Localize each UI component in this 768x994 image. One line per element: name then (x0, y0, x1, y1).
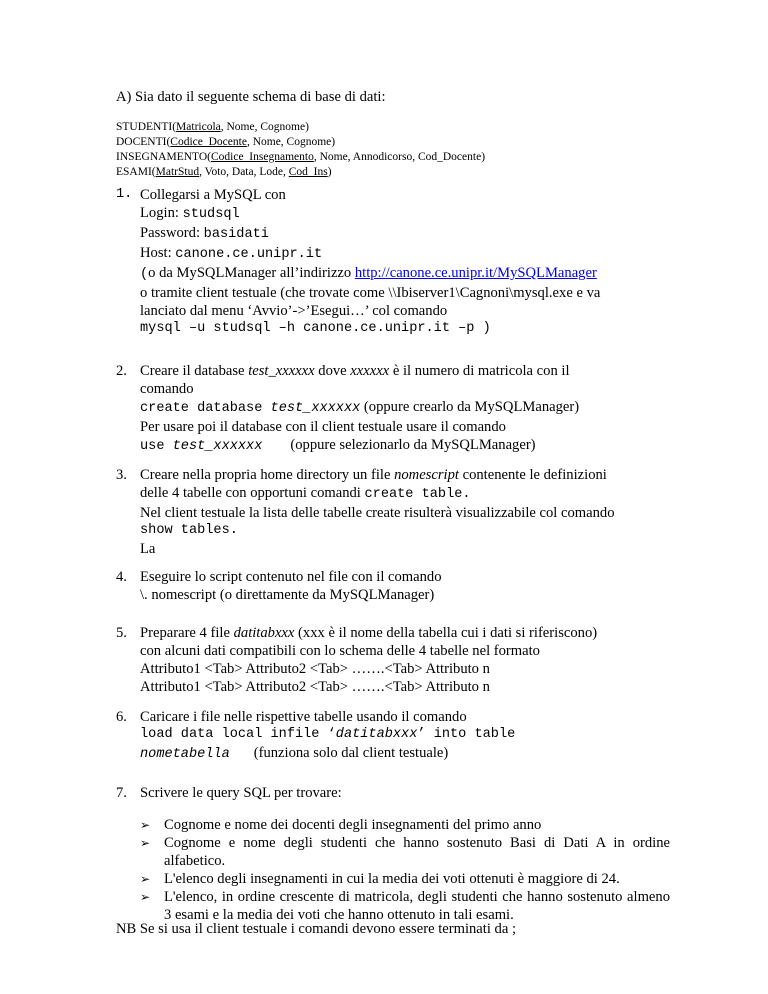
schema-docenti: DOCENTI(Codice_Docente, Nome, Cognome) (116, 136, 336, 148)
step-number: 5. (116, 625, 127, 641)
menu-line: lanciato dal menu ‘Avvio’->’Esegui…’ col comando (140, 303, 448, 319)
step-number: 7. (116, 785, 127, 801)
step-4-line-1: Eseguire lo script contenuto nel file con il comando (140, 569, 442, 585)
manager-line: (o da MySQLManager all’indirizzo http://canone.ce.unipr.it/MySQLManager (140, 265, 597, 282)
step-number: 2. (116, 363, 127, 379)
list-item: ➢ L'elenco degli insegnamenti in cui la media dei voti ottenuti è maggiore di 24. (140, 871, 620, 887)
step-2 (116, 362, 676, 456)
step-2-line-2: comando (140, 381, 194, 397)
query-list (140, 816, 670, 924)
step-3-line-3: Nel client testuale la lista delle tabelle create risulterà visualizzabile col comando (140, 505, 615, 521)
mysql-command: mysql –u studsql –h canone.ce.unipr.it –p ) (140, 321, 491, 336)
step-3-line-5: La (140, 541, 156, 557)
schema-insegnamento: INSEGNAMENTO(Codice_Insegnamento, Nome, Annodicorso, Cod_Docente) (116, 151, 486, 163)
step-4-line-2: \. nomescript (o direttamente da MySQLManager) (140, 587, 435, 603)
password-line: Password: basidati (140, 225, 269, 242)
step-number: 4. (116, 569, 127, 585)
step-5-line-2: con alcuni dati compatibili con lo schema delle 4 tabelle nel formato (140, 643, 540, 659)
step-1 (116, 186, 676, 338)
step-number: 3. (116, 467, 127, 483)
mysqlmanager-link[interactable]: http://canone.ce.unipr.it/MySQLManager (354, 265, 597, 281)
load-data-command: load data local infile ‘datitabxxx’ into table (140, 727, 516, 742)
step-6-line-3: nometabella (funziona solo dal client testuale) (140, 745, 449, 762)
arrow-bullet-icon: ➢ (140, 872, 151, 886)
nb-note: NB Se si usa il client testuale i comandi devono essere terminati da ; (116, 921, 517, 937)
step-7-line-1: Scrivere le query SQL per trovare: (140, 785, 342, 801)
database-schema (116, 120, 485, 180)
step-3 (116, 466, 676, 558)
arrow-bullet-icon: ➢ (140, 836, 151, 850)
step-2-line-4: Per usare poi il database con il client testuale usare il comando (140, 419, 506, 435)
arrow-bullet-icon: ➢ (140, 890, 151, 904)
step-5-line-3: Attributo1 <Tab> Attributo2 <Tab> …….<Tab> Attributo n (140, 661, 490, 677)
arrow-bullet-icon: ➢ (140, 818, 151, 832)
client-line: o tramite client testuale (che trovate come \\Ibiserver1\Cagnoni\mysql.exe e va (140, 285, 601, 301)
step-6-line-1: Caricare i file nelle rispettive tabelle usando il comando (140, 709, 467, 725)
step-5-line-4: Attributo1 <Tab> Attributo2 <Tab> …….<Tab> Attributo n (140, 679, 490, 695)
list-item: ➢ Cognome e nome dei docenti degli insegnamenti del primo anno (140, 817, 542, 833)
step-number: 1. (116, 187, 133, 202)
create-database-command: create database test_xxxxxx (oppure crearlo da MySQLManager) (140, 399, 580, 416)
use-database-command: use test_xxxxxx (oppure selezionarlo da MySQLManager) (140, 437, 536, 454)
step-3-line-1: Creare nella propria home directory un file nomescript contenente le definizioni (140, 467, 607, 483)
step-5 (116, 624, 676, 696)
step-6 (116, 708, 676, 764)
step-4 (116, 568, 676, 604)
schema-esami: ESAMI(MatrStud, Voto, Data, Lode, Cod_Ins) (116, 166, 332, 178)
show-tables-command: show tables. (140, 523, 238, 538)
host-line: Host: canone.ce.unipr.it (140, 245, 323, 262)
step-2-line-1: Creare il database test_xxxxxx dove xxxxxx è il numero di matricola con il (140, 363, 570, 379)
step-5-line-1: Preparare 4 file datitabxxx (xxx è il nome della tabella cui i dati si riferiscono) (140, 625, 598, 641)
step-7 (116, 784, 676, 802)
exercise-heading: A) Sia dato il seguente schema di base di dati: (116, 89, 386, 105)
schema-studenti: STUDENTI(Matricola, Nome, Cognome) (116, 121, 309, 133)
step-3-line-2: delle 4 tabelle con opportuni comandi create table. (140, 485, 471, 502)
list-item: ➢ L'elenco, in ordine crescente di matricola, degli studenti che hanno sostenuto almeno 3 esami e la media dei voti che hanno ottenuto in tali esami. (140, 889, 670, 923)
step-number: 6. (116, 709, 127, 725)
list-item: ➢ Cognome e nome degli studenti che hanno sostenuto Basi di Dati A in ordine alfabetico. (140, 835, 670, 869)
step-1-text: Collegarsi a MySQL con (140, 187, 286, 203)
login-line: Login: studsql (140, 205, 240, 222)
